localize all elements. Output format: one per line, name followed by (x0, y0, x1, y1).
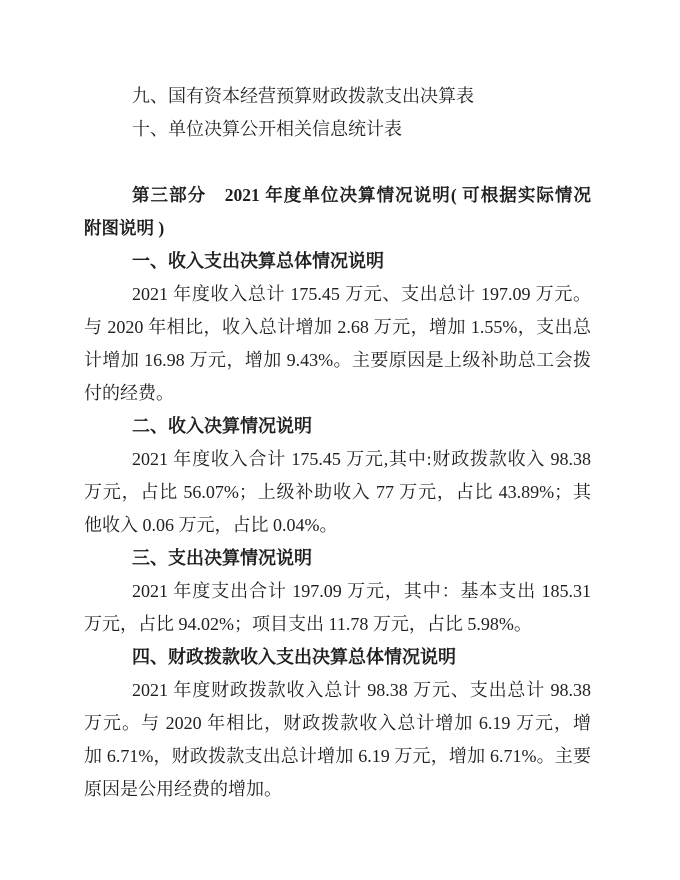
paragraph-line: 付的经费。 (84, 383, 174, 403)
paragraph-line: 万元，占比 56.07%；上级补助收入 77 万元，占比 43.89%；其 (84, 482, 591, 502)
paragraph-line: 万元。与 2020 年相比，财政拨款收入总计增加 6.19 万元，增 (84, 713, 591, 733)
section-heading-3: 三、支出决算情况说明 (132, 548, 312, 568)
paragraph-line: 与 2020 年相比，收入总计增加 2.68 万元，增加 1.55%，支出总 (84, 317, 591, 337)
section-heading-1: 一、收入支出决算总体情况说明 (132, 251, 384, 271)
toc-item-9: 九、国有资本经营预算财政拨款支出决算表 (132, 86, 474, 106)
paragraph-line: 原因是公用经费的增加。 (84, 779, 282, 799)
paragraph-line: 2021 年度收入合计 175.45 万元,其中:财政拨款收入 98.38 (132, 449, 591, 469)
paragraph-line: 2021 年度收入总计 175.45 万元、支出总计 197.09 万元。 (132, 284, 591, 304)
part-heading-line-2: 附图说明 ) (84, 218, 165, 238)
section-heading-2: 二、收入决算情况说明 (132, 416, 312, 436)
paragraph-line: 他收入 0.06 万元，占比 0.04%。 (84, 515, 338, 535)
paragraph-line: 2021 年度财政拨款收入总计 98.38 万元、支出总计 98.38 (132, 680, 591, 700)
document-content (84, 80, 591, 806)
paragraph-line: 万元，占比 94.02%；项目支出 11.78 万元，占比 5.98%。 (84, 614, 532, 634)
toc-item-10: 十、单位决算公开相关信息统计表 (132, 119, 402, 139)
paragraph-line: 2021 年度支出合计 197.09 万元，其中：基本支出 185.31 (132, 581, 591, 601)
paragraph-line: 加 6.71%，财政拨款支出总计增加 6.19 万元，增加 6.71%。主要 (84, 746, 591, 766)
paragraph-line: 计增加 16.98 万元，增加 9.43%。主要原因是上级补助总工会拨 (84, 350, 591, 370)
section-heading-4: 四、财政拨款收入支出决算总体情况说明 (132, 647, 456, 667)
part-heading-line-1: 第三部分 2021 年度单位决算情况说明( 可根据实际情况 (132, 185, 591, 205)
